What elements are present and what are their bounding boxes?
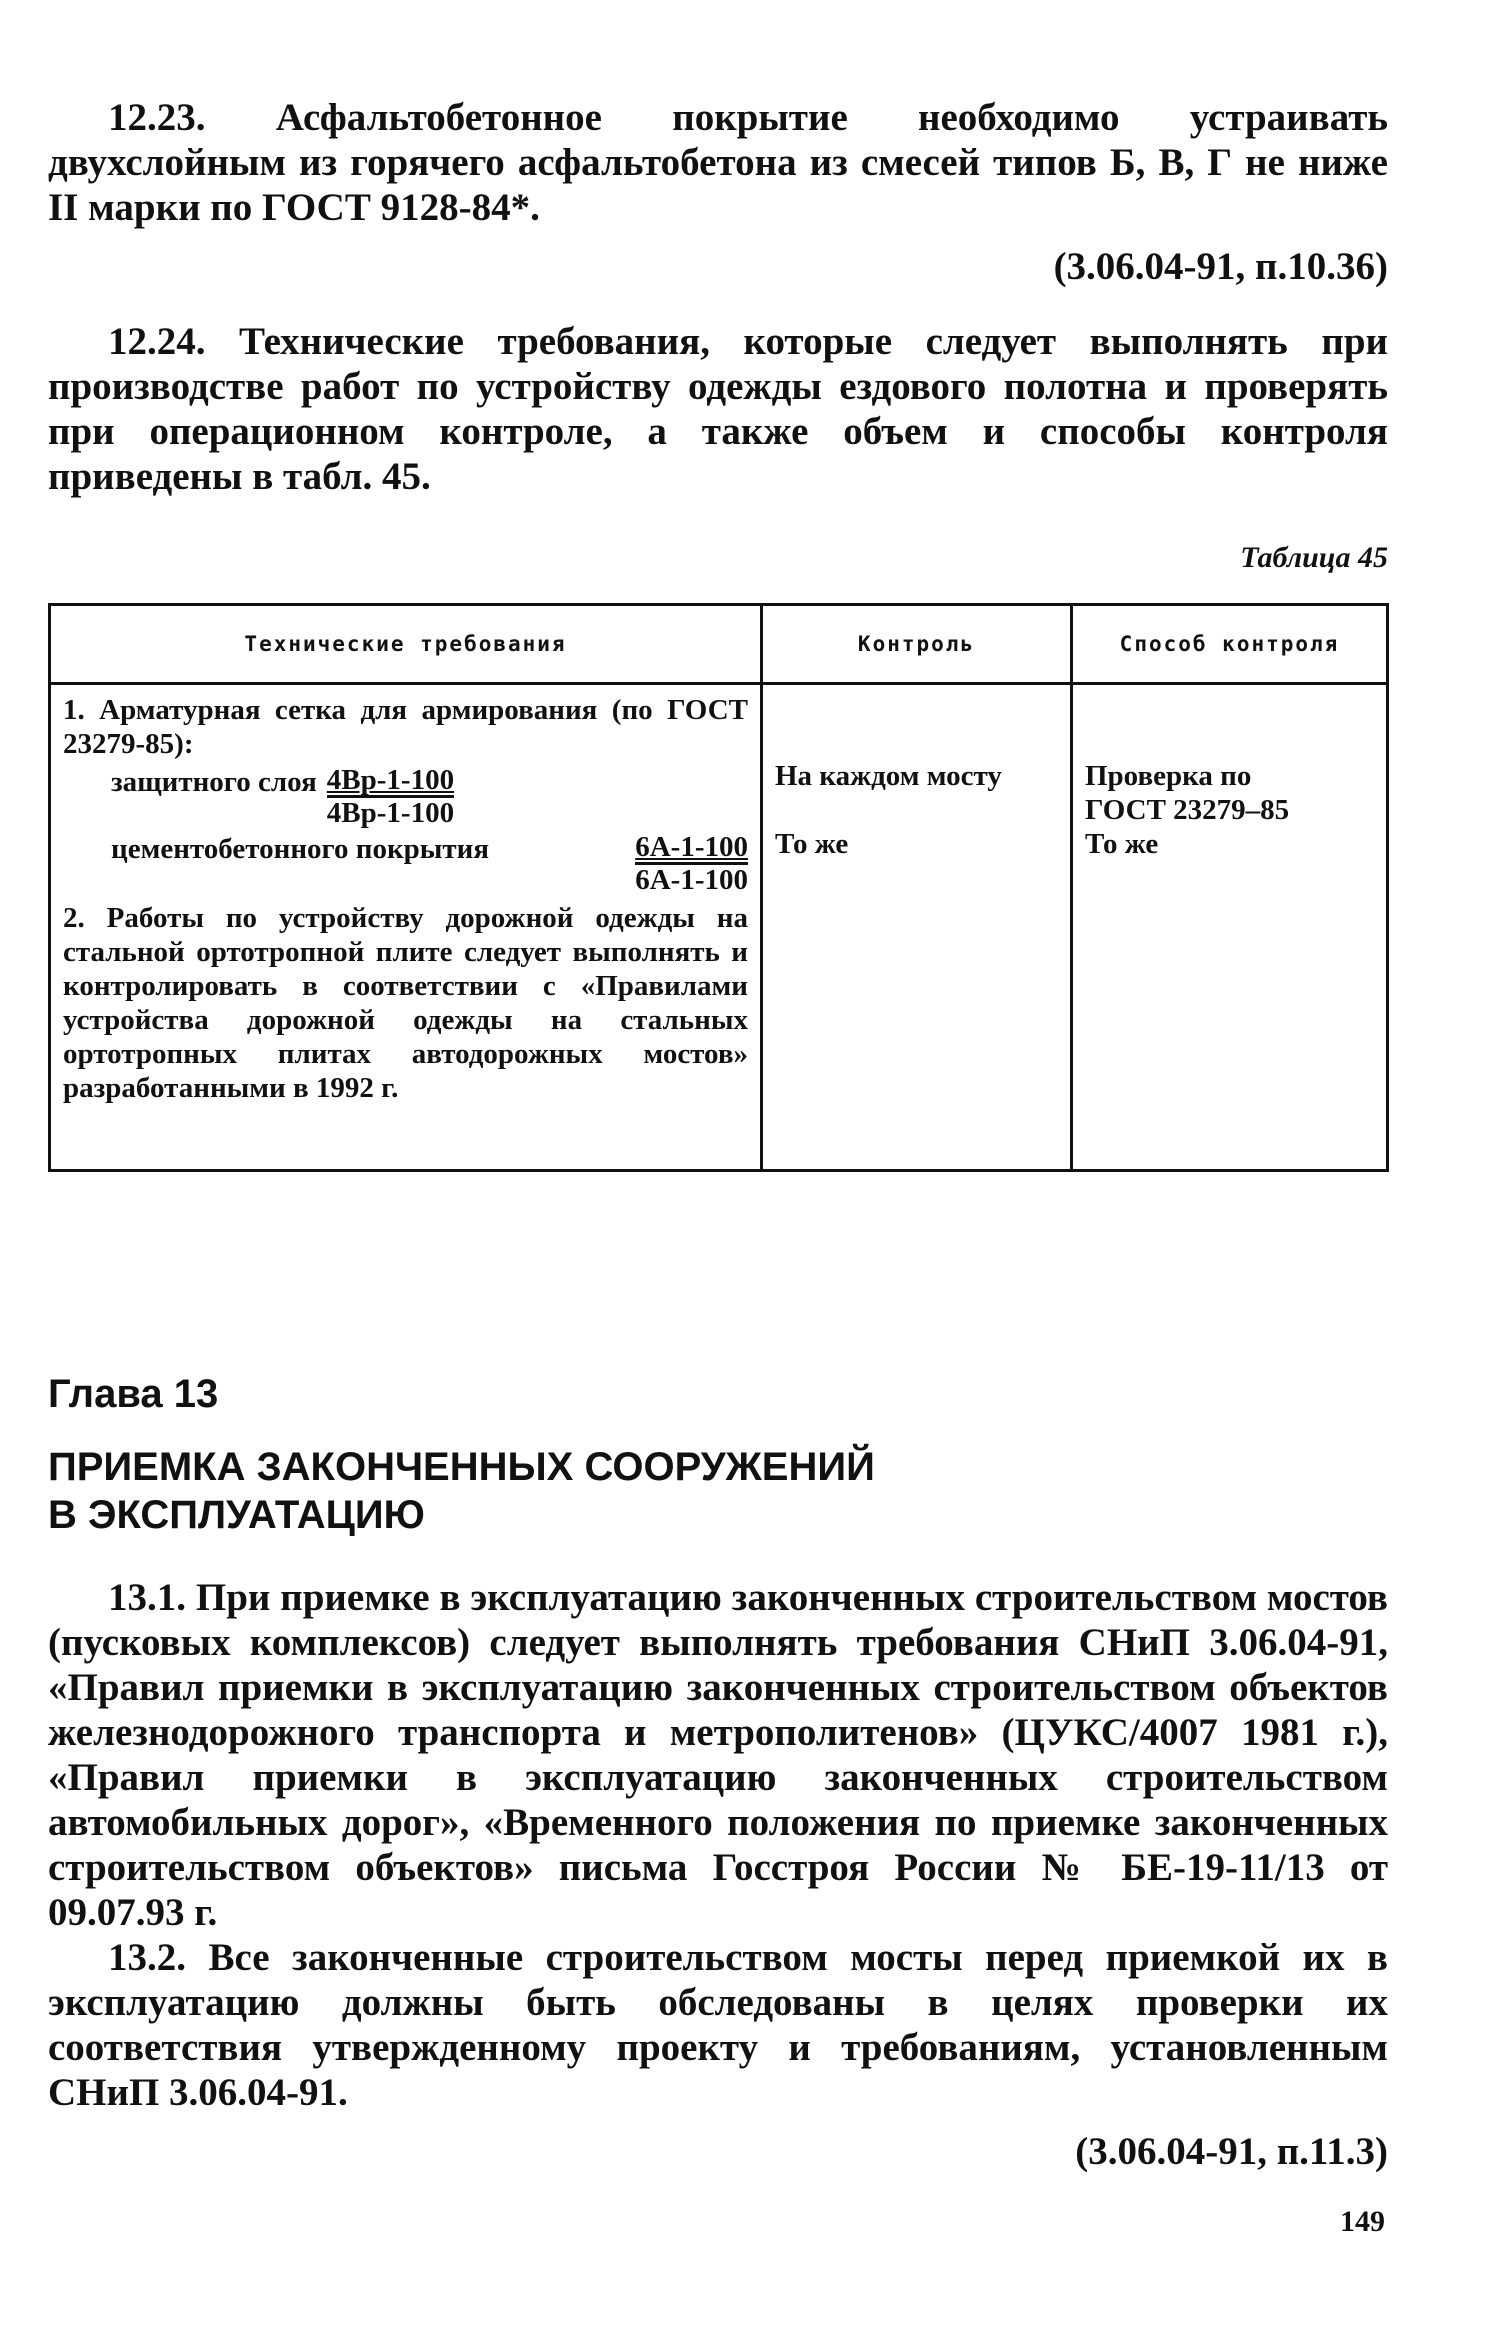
protective-denominator: 4Вр-1-100 — [326, 797, 455, 829]
page-number: 149 — [1340, 2205, 1385, 2238]
chapter-title-line-2: В ЭКСПЛУАТАЦИЮ — [48, 1493, 425, 1537]
control-each-bridge: На каждом мосту — [775, 760, 1002, 792]
table-caption: Таблица 45 — [1240, 541, 1388, 574]
cement-coating-fraction — [635, 832, 748, 895]
header-requirements: Технические требования — [50, 605, 762, 684]
reference-13-2: (3.06.04-91, п.11.3) — [1075, 2130, 1388, 2173]
requirement-1-intro: 1. Арматурная сетка для армирования (по ГОСТ 23279-85): — [63, 694, 748, 760]
cement-numerator: 6А-1-100 — [635, 831, 748, 863]
method-check-by: Проверка по — [1085, 760, 1252, 792]
header-method: Способ контроля — [1072, 605, 1388, 684]
reference-12-23: (3.06.04-91, п.10.36) — [1053, 245, 1388, 288]
paragraph-13-2: 13.2. Все законченные строительством мосты перед приемкой их в эксплуатацию должны быть обследованы в целях проверки их соответствия утвержденному проекту и требованиям, установленным СНиП 3.06.04-91. — [48, 1936, 1388, 2114]
paragraph-12-24: 12.24. Технические требования, которые следует выполнять при производстве работ по устройству одежды ездового полотна и проверять при операционном контроле, а также объем и способы контроля приведены в табл. 45. — [48, 320, 1388, 498]
paragraph-13-1: 13.1. При приемке в эксплуатацию законченных строительством мостов (пусковых комплексов) следует выполнять требования СНиП 3.06.04-91, «Правил приемки в эксплуатацию законченных строительством объектов железнодорожного транспорта и метрополитенов» (ЦУКС/4007 1981 г.), «Правил приемки в эксплуатацию законченных строительством автомобильных дорог», «Временного положения по приемке законченных строительством объектов» письма Госстроя России № БЕ-19-11/13 от 09.07.93 г. — [48, 1576, 1388, 1934]
method-same: То же — [1085, 828, 1159, 860]
protective-numerator: 4Вр-1-100 — [326, 764, 455, 796]
chapter-title — [48, 1443, 1388, 1539]
chapter-title-line-1: ПРИЕМКА ЗАКОНЧЕННЫХ СООРУЖЕНИЙ — [48, 1445, 875, 1489]
page-content — [48, 95, 1388, 2174]
cell-requirements — [50, 684, 762, 1171]
protective-layer-row — [63, 765, 748, 828]
table-row — [50, 684, 1388, 1171]
header-control: Контроль — [762, 605, 1072, 684]
control-same: То же — [775, 828, 849, 860]
protective-layer-label: защитного слоя — [111, 766, 317, 798]
cement-coating-row — [63, 832, 748, 895]
cement-coating-label: цементобетонного покрытия — [111, 833, 490, 865]
protective-layer-fraction — [327, 765, 454, 828]
paragraph-12-23: 12.23. Асфальтобетонное покрытие необходимо устраивать двухслойным из горячего асфальтобетона из смесей типов Б, В, Г не ниже II марки по ГОСТ 9128-84*. — [48, 96, 1388, 229]
requirement-2: 2. Работы по устройству дорожной одежды на стальной ортотропной плите следует выполнять и контролировать в соответствии с «Правилами устройства дорожной одежды на стальных ортотропных плитах автодорожных мостов» разработанными в 1992 г. — [63, 902, 748, 1104]
cement-denominator: 6А-1-100 — [635, 864, 748, 896]
cell-method — [1072, 684, 1388, 1171]
table-45 — [48, 603, 1389, 1172]
method-gost: ГОСТ 23279–85 — [1085, 794, 1290, 826]
table-header-row — [50, 605, 1388, 684]
chapter-label: Глава 13 — [48, 1372, 219, 1416]
cell-control — [762, 684, 1072, 1171]
